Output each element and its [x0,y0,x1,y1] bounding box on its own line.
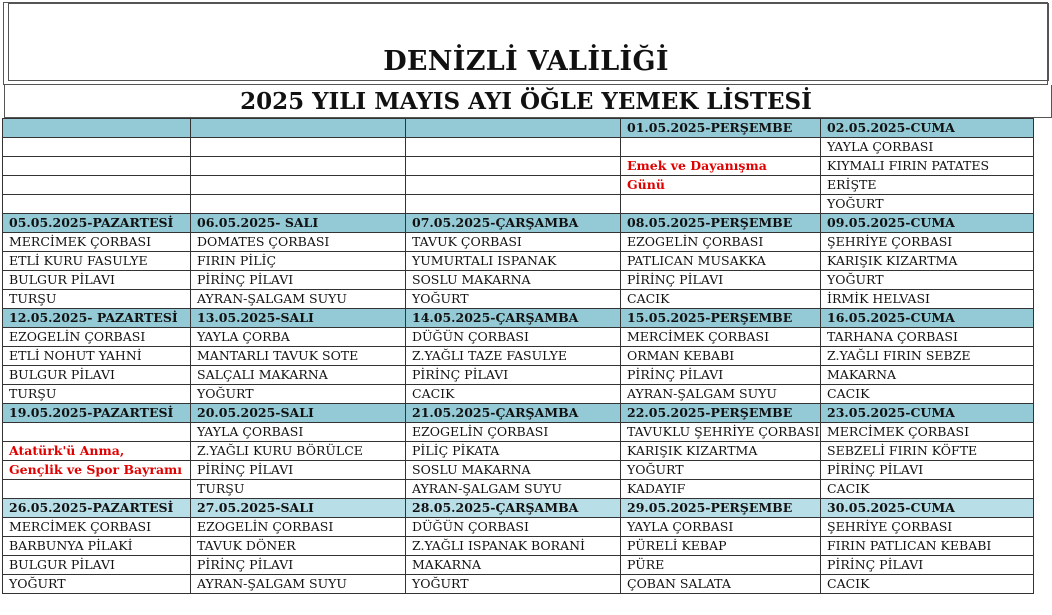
menu-cell: TURŞU [191,480,406,499]
table-row [3,233,1034,252]
day-header: 21.05.2025-ÇARŞAMBA [406,404,621,423]
menu-cell: SEBZELİ FIRIN KÖFTE [821,442,1034,461]
menu-cell: SOSLU MAKARNA [406,461,621,480]
table-row [3,252,1034,271]
day-header [3,119,191,138]
day-header: 29.05.2025-PERŞEMBE [621,499,821,518]
day-header: 02.05.2025-CUMA [821,119,1034,138]
menu-cell: YAYLA ÇORBASI [621,518,821,537]
holiday-note: Günü [621,176,821,195]
menu-cell: PİRİNÇ PİLAVI [621,366,821,385]
day-header: 19.05.2025-PAZARTESİ [3,404,191,423]
table-row [3,328,1034,347]
table-row [3,385,1034,404]
day-header: 22.05.2025-PERŞEMBE [621,404,821,423]
table-row [3,480,1034,499]
menu-cell: Z.YAĞLI FIRIN SEBZE [821,347,1034,366]
menu-cell: EZOGELİN ÇORBASI [191,518,406,537]
menu-cell: CACIK [406,385,621,404]
menu-cell: KADAYIF [621,480,821,499]
menu-cell: AYRAN-ŞALGAM SUYU [621,385,821,404]
menu-cell [621,195,821,214]
menu-cell: TAVUK ÇORBASI [406,233,621,252]
menu-cell [3,195,191,214]
menu-cell: İRMİK HELVASI [821,290,1034,309]
day-header: 06.05.2025- SALI [191,214,406,233]
day-header: 20.05.2025-SALI [191,404,406,423]
menu-cell: TAVUK DÖNER [191,537,406,556]
table-row [3,195,1034,214]
menu-cell: YAYLA ÇORBASI [191,423,406,442]
menu-cell: MERCİMEK ÇORBASI [3,518,191,537]
menu-cell: MERCİMEK ÇORBASI [621,328,821,347]
table-row [3,271,1034,290]
table-row [3,176,1034,195]
day-header [406,119,621,138]
menu-cell: AYRAN-ŞALGAM SUYU [406,480,621,499]
menu-cell: TURŞU [3,385,191,404]
day-header: 12.05.2025- PAZARTESİ [3,309,191,328]
menu-cell: MANTARLI TAVUK SOTE [191,347,406,366]
menu-cell: BARBUNYA PİLAKİ [3,537,191,556]
menu-cell: EZOGELİN ÇORBASI [406,423,621,442]
table-row [3,442,1034,461]
menu-cell: TAVUKLU ŞEHRİYE ÇORBASI [621,423,821,442]
menu-cell: TARHANA ÇORBASI [821,328,1034,347]
menu-cell: PİRİNÇ PİLAVI [191,461,406,480]
table-row [3,290,1034,309]
menu-cell: DÜĞÜN ÇORBASI [406,328,621,347]
menu-cell: KIYMALI FIRIN PATATES [821,157,1034,176]
menu-cell: EZOGELİN ÇORBASI [621,233,821,252]
menu-cell: YOĞURT [621,461,821,480]
table-row [3,537,1034,556]
table-row [3,461,1034,480]
menu-cell: YOĞURT [191,385,406,404]
day-header: 27.05.2025-SALI [191,499,406,518]
menu-cell: PİRİNÇ PİLAVI [821,556,1034,575]
page-title: DENİZLİ VALİLİĞİ [383,46,669,77]
menu-cell: KARIŞIK KIZARTMA [621,442,821,461]
menu-cell: KARIŞIK KIZARTMA [821,252,1034,271]
menu-cell: PİRİNÇ PİLAVI [191,271,406,290]
menu-cell: Z.YAĞLI TAZE FASULYE [406,347,621,366]
menu-cell: EZOGELİN ÇORBASI [3,328,191,347]
week-1-day-header-row [3,119,1034,138]
day-header: 05.05.2025-PAZARTESİ [3,214,191,233]
page-subtitle: 2025 YILI MAYIS AYI ÖĞLE YEMEK LİSTESİ [240,88,812,115]
menu-cell: PİRİNÇ PİLAVI [821,461,1034,480]
menu-cell: Z.YAĞLI KURU BÖRÜLCE [191,442,406,461]
menu-cell: DÜĞÜN ÇORBASI [406,518,621,537]
day-header: 09.05.2025-CUMA [821,214,1034,233]
week-2-day-header-row [3,214,1034,233]
menu-cell: BULGUR PİLAVI [3,271,191,290]
menu-cell: PÜRE [621,556,821,575]
menu-cell: MERCİMEK ÇORBASI [821,423,1034,442]
menu-cell: YAYLA ÇORBA [191,328,406,347]
menu-cell: PİRİNÇ PİLAVI [191,556,406,575]
menu-cell: MERCİMEK ÇORBASI [3,233,191,252]
day-header: 28.05.2025-ÇARŞAMBA [406,499,621,518]
menu-cell [3,138,191,157]
menu-cell: PİRİNÇ PİLAVI [621,271,821,290]
menu-cell: YOĞURT [821,271,1034,290]
menu-cell: PİRİNÇ PİLAVI [406,366,621,385]
menu-cell: SOSLU MAKARNA [406,271,621,290]
table-row [3,518,1034,537]
menu-cell [3,157,191,176]
day-header: 30.05.2025-CUMA [821,499,1034,518]
menu-cell [3,480,191,499]
menu-cell: YOĞURT [406,575,621,594]
week-5-day-header-row [3,499,1034,518]
menu-cell: ETLİ KURU FASULYE [3,252,191,271]
menu-cell: YAYLA ÇORBASI [821,138,1034,157]
table-row [3,556,1034,575]
table-row [3,423,1034,442]
menu-cell: PİLİÇ PİKATA [406,442,621,461]
day-header: 16.05.2025-CUMA [821,309,1034,328]
day-header [191,119,406,138]
menu-cell: ORMAN KEBABI [621,347,821,366]
menu-cell: PÜRELİ KEBAP [621,537,821,556]
day-header: 08.05.2025-PERŞEMBE [621,214,821,233]
menu-cell: ETLİ NOHUT YAHNİ [3,347,191,366]
holiday-note: Gençlik ve Spor Bayramı [3,461,191,480]
holiday-note: Emek ve Dayanışma [621,157,821,176]
menu-cell [191,138,406,157]
menu-cell: YOĞURT [821,195,1034,214]
menu-cell: YOĞURT [406,290,621,309]
day-header: 15.05.2025-PERŞEMBE [621,309,821,328]
day-header: 07.05.2025-ÇARŞAMBA [406,214,621,233]
menu-cell: AYRAN-ŞALGAM SUYU [191,290,406,309]
table-row [3,138,1034,157]
day-header: 14.05.2025-ÇARŞAMBA [406,309,621,328]
menu-cell: CACIK [821,480,1034,499]
menu-cell: SALÇALI MAKARNA [191,366,406,385]
menu-cell [191,176,406,195]
menu-cell: CACIK [821,575,1034,594]
menu-cell [406,176,621,195]
menu-cell: FIRIN PİLİÇ [191,252,406,271]
menu-cell [406,195,621,214]
menu-cell: BULGUR PİLAVI [3,366,191,385]
week-3-day-header-row [3,309,1034,328]
table-row [3,366,1034,385]
menu-cell: YUMURTALI ISPANAK [406,252,621,271]
menu-cell: MAKARNA [406,556,621,575]
menu-cell: DOMATES ÇORBASI [191,233,406,252]
menu-cell [3,176,191,195]
menu-cell: BULGUR PİLAVI [3,556,191,575]
menu-cell: ÇOBAN SALATA [621,575,821,594]
table-row [3,575,1034,594]
menu-cell: AYRAN-ŞALGAM SUYU [191,575,406,594]
menu-table [2,118,1034,594]
menu-cell: YOĞURT [3,575,191,594]
day-header: 01.05.2025-PERŞEMBE [621,119,821,138]
menu-cell: PATLICAN MUSAKKA [621,252,821,271]
day-header: 13.05.2025-SALI [191,309,406,328]
menu-cell: FIRIN PATLICAN KEBABI [821,537,1034,556]
menu-cell: TURŞU [3,290,191,309]
day-header: 26.05.2025-PAZARTESİ [3,499,191,518]
menu-cell [621,138,821,157]
menu-cell: ŞEHRİYE ÇORBASI [821,233,1034,252]
menu-cell [406,138,621,157]
week-4-day-header-row [3,404,1034,423]
holiday-note: Atatürk'ü Anma, [3,442,191,461]
menu-cell: Z.YAĞLI ISPANAK BORANİ [406,537,621,556]
menu-cell [406,157,621,176]
day-header: 23.05.2025-CUMA [821,404,1034,423]
table-row [3,347,1034,366]
menu-cell: ERİŞTE [821,176,1034,195]
menu-cell: ŞEHRİYE ÇORBASI [821,518,1034,537]
menu-cell [191,157,406,176]
table-row [3,157,1034,176]
menu-cell: CACIK [821,385,1034,404]
menu-cell [3,423,191,442]
menu-cell [191,195,406,214]
menu-cell: MAKARNA [821,366,1034,385]
menu-cell: CACIK [621,290,821,309]
